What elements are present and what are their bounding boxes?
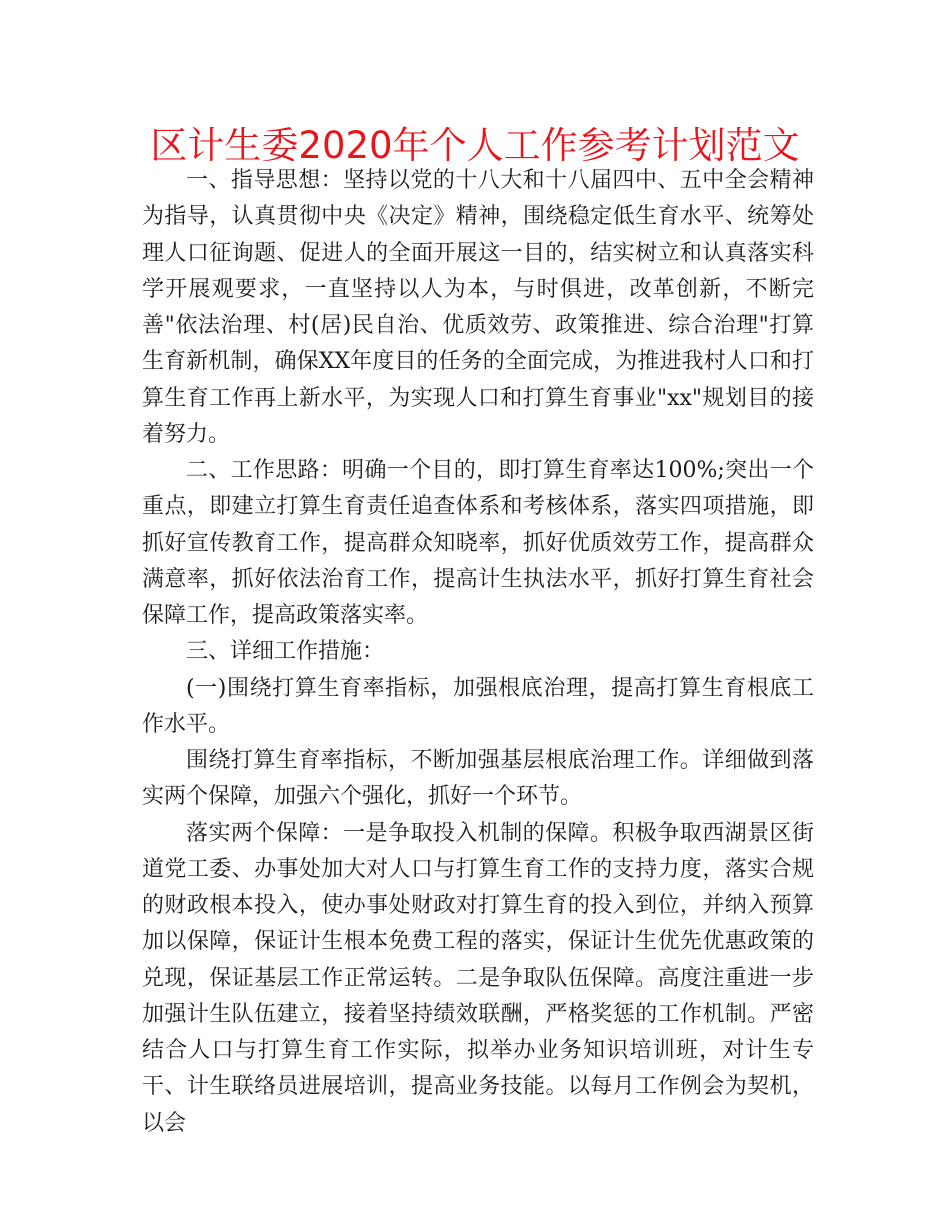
paragraph-subsection-one: (一)围绕打算生育率指标，加强根底治理，提高打算生育根底工作水平。 (142, 675, 814, 737)
paragraph-two-guarantees: 落实两个保障：一是争取投入机制的保障。积极争取西湖景区街道党工委、办事处加大对人口与打算生育工作的支持力度，落实合规的财政根本投入，使办事处财政对打算生育的投入到位，并纳入预算加以保障，保证计生根本免费工程的落实，保证计生优先优惠政策的兑现，保证基层工作正常运转。二是争取队伍保障。高度注重进一步加强计生队伍建立，接着坚持绩效联酬，严格奖惩的工作机制。严密结合人口与打算生育工作实际，拟举办业务知识培训班，对计生专干、计生联络员进展培训，提高业务技能。以每月工作例会为契机，以会 (142, 820, 814, 1136)
paragraph-basic-management: 围绕打算生育率指标，不断加强基层根底治理工作。详细做到落实两个保障，加强六个强化，抓好一个环节。 (142, 748, 814, 810)
paragraph-work-ideas: 二、工作思路：明确一个目的，即打算生育率达100%;突出一个重点，即建立打算生育责任追查体系和考核体系，落实四项措施，即抓好宣传教育工作，提高群众知晓率，抓好优质效劳工作，提高群众满意率，抓好依法治育工作，提高计生执法水平，抓好打算生育社会保障工作，提高政策落实率。 (142, 458, 814, 628)
document-title: 区计生委2020年个人工作参考计划范文 (150, 124, 800, 167)
paragraph-guiding-ideology: 一、指导思想：坚持以党的十八大和十八届四中、五中全会精神为指导，认真贯彻中央《决定》精神，围绕稳定低生育水平、统筹处理人口征询题、促进人的全面开展这一目的，结实树立和认真落实科学开展观要求，一直坚持以人为本，与时俱进，改革创新，不断完善"依法治理、村(居)民自治、优质效劳、政策推进、综合治理"打算生育新机制，确保XX年度目的任务的全面完成，为推进我村人口和打算生育工作再上新水平，为实现人口和打算生育事业"xx"规划目的接着努力。 (142, 168, 814, 447)
paragraph-measures-heading: 三、详细工作措施： (186, 639, 385, 665)
document-body (142, 163, 814, 1142)
